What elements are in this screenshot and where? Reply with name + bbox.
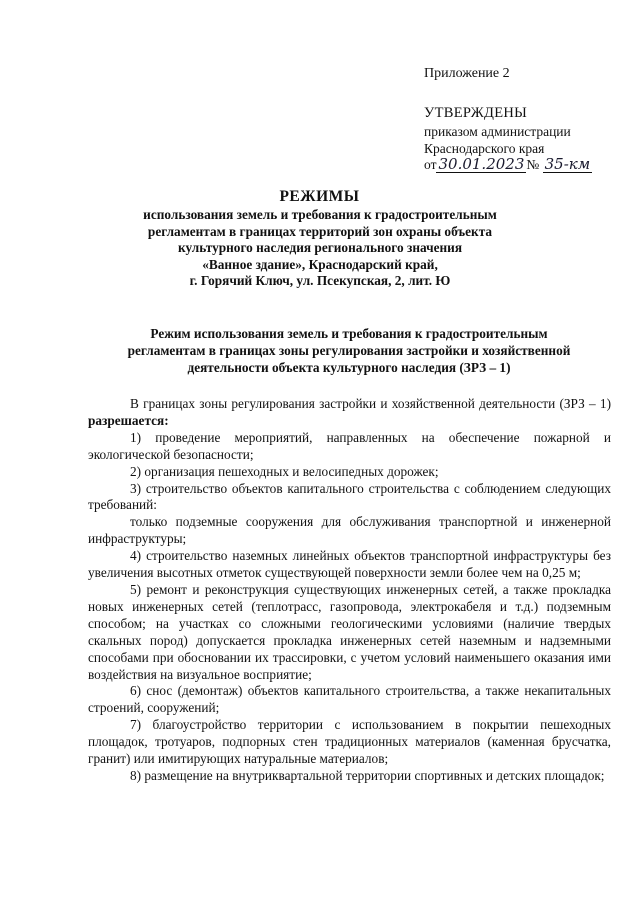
- section-heading-line: деятельности объекта культурного наследия (ЗРЗ – 1): [187, 360, 511, 375]
- subtitle-line: г. Горячий Ключ, ул. Псекупская, 2, лит. Ю: [189, 273, 451, 289]
- list-item: 2) организация пешеходных и велосипедных дорожек;: [130, 463, 439, 479]
- document-subtitle: [95, 207, 545, 290]
- date-prefix: от: [424, 157, 437, 172]
- list-item: 1) проведение мероприятий, направленных на обеспечение пожарной и экологической безопасности;: [88, 429, 611, 462]
- document-title: РЕЖИМЫ: [279, 188, 360, 205]
- list-item: 8) размещение на внутриквартальной территории спортивных и детских площадок;: [130, 767, 605, 783]
- number-prefix: №: [526, 157, 540, 172]
- list-item: 7) благоустройство территории с использованием в покрытии пешеходных площадок, тротуаров, подпорных стен традиционных материалов (каменная брусчатка, гранит) или имитирующих натуральные материалов;: [88, 717, 611, 767]
- intro-bold-text: разрешается:: [88, 412, 169, 428]
- section-heading-line: регламентам в границах зоны регулирования застройки и хозяйственной: [127, 343, 571, 358]
- body-text: [88, 396, 611, 785]
- list-item: 6) снос (демонтаж) объектов капитального строительства, а также некапитальных строений, сооружений;: [88, 683, 611, 716]
- list-item: только подземные сооружения для обслуживания транспортной и инженерной инфраструктуры;: [88, 514, 611, 547]
- subtitle-line: культурного наследия регионального значения: [177, 240, 463, 256]
- list-item: 5) ремонт и реконструкция существующих инженерных сетей, а также прокладка новых инженерных сетей (теплотрасс, газопровода, электрокабеля и т.д.) подземным способом; на участках со сложными геологическими условиями (наличие твердых скальных пород) допускается прокладка инженерных сетей наземным и надземными способами при обосновании их трассировки, с учетом условий наименьшего оказания ими воздействия на визуальное восприятие;: [88, 581, 611, 682]
- appendix-label: Приложение 2: [424, 66, 510, 81]
- approval-date-number-line: [424, 157, 592, 173]
- approval-order-line-1: приказом администрации: [424, 124, 571, 139]
- approval-stamp-title: УТВЕРЖДЕНЫ: [424, 105, 528, 121]
- subtitle-line: «Ванное здание», Краснодарский край,: [202, 256, 438, 272]
- handwritten-number: 35-км: [544, 155, 591, 173]
- subtitle-line: регламентам в границах территорий зон охраны объекта: [147, 223, 493, 239]
- handwritten-date: 30.01.2023: [438, 155, 525, 173]
- intro-text: В границах зоны регулирования застройки и хозяйственной деятельности (ЗРЗ – 1): [130, 396, 611, 411]
- section-heading: [95, 325, 603, 376]
- subtitle-line: использования земель и требования к градостроительным: [143, 207, 497, 222]
- list-item: 3) строительство объектов капитального строительства с соблюдением следующих требований:: [88, 480, 611, 513]
- approval-order-line-2: Краснодарского края: [424, 141, 545, 156]
- section-heading-line: Режим использования земель и требования к градостроительным: [150, 326, 548, 341]
- list-item: 4) строительство наземных линейных объектов транспортной инфраструктуры без увеличения высотных отметок существующей поверхности земли более чем на 0,25 м;: [88, 548, 611, 581]
- intro-paragraph: [88, 396, 611, 430]
